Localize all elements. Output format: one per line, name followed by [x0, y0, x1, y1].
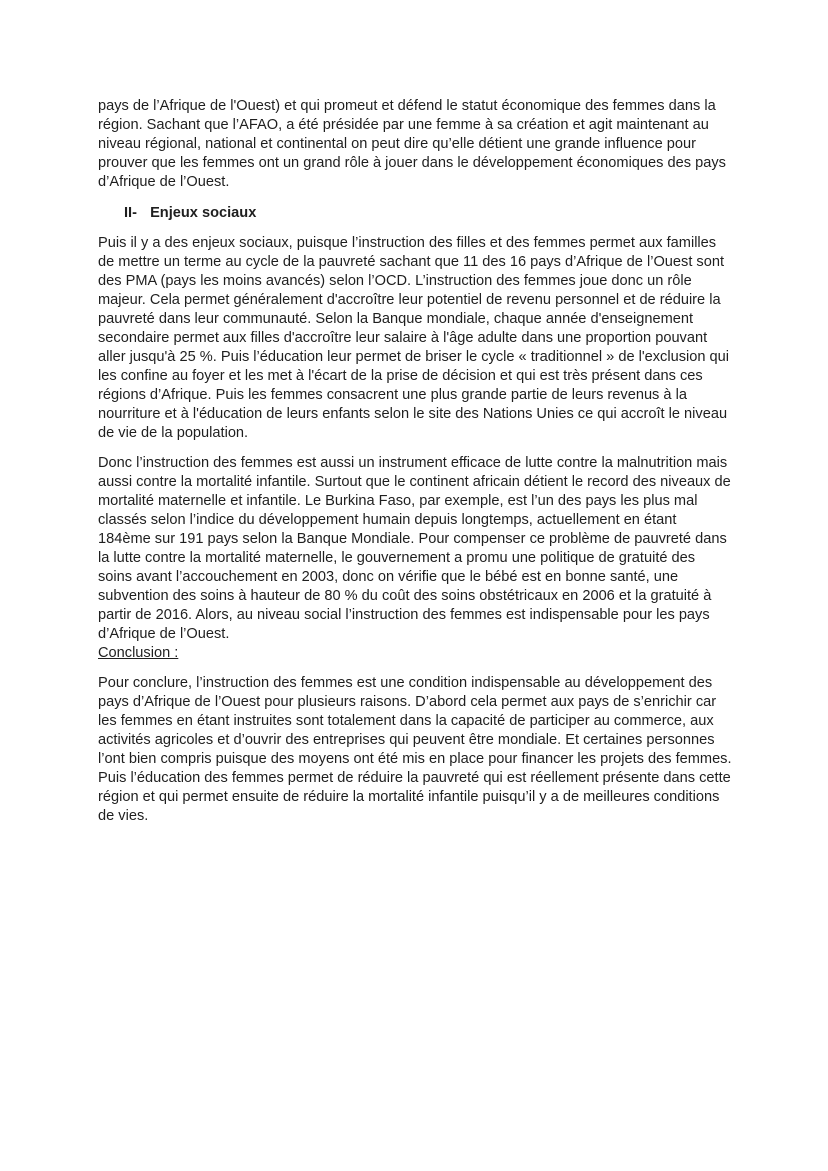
section-paragraph-1: Puis il y a des enjeux sociaux, puisque l’instruction des filles et des femmes permet aux familles de mettre un terme au cycle de la pauvreté sachant que 11 des 16 pays d’Afrique de l’Ouest sont des PMA (pays les moins avancés) selon l’OCD. L’instruction des femmes joue donc un rôle majeur. Cela permet généralement d'accroître leur potentiel de revenu personnel et de réduire la pauvreté dans leur communauté. Selon la Banque mondiale, chaque année d'enseignement secondaire permet aux filles d'accroître leur salaire à l'âge adulte dans une proportion pouvant aller jusqu'à 25 %. Puis l’éducation leur permet de briser le cycle « traditionnel » de l'exclusion qui les confine au foyer et les met à l'écart de la prise de décision et qui est très présent dans ces régions d’Afrique. Puis les femmes consacrent une plus grande partie de leurs revenus à la nourriture et à l'éducation de leurs enfants selon le site des Nations Unies ce qui accroît le niveau de vie de la population.	[98, 235, 730, 441]
section-number: II-	[124, 205, 137, 221]
conclusion-title: Conclusion :	[98, 645, 179, 661]
intro-paragraph: pays de l’Afrique de l'Ouest) et qui promeut et défend le statut économique des femmes dans la région. Sachant que l’AFAO, a été présidée par une femme à sa création et agit maintenant au niveau régional, national et continental on peut dire qu’elle détient une grande influence pour prouver que les femmes ont un grand rôle à jouer dans le développement économiques des pays d’Afrique de l’Ouest.	[98, 98, 726, 190]
document-body	[98, 97, 732, 826]
section-heading	[124, 204, 732, 223]
section-title: Enjeux sociaux	[150, 205, 257, 221]
conclusion-paragraph: Pour conclure, l’instruction des femmes est une condition indispensable au développement des pays d’Afrique de l’Ouest pour plusieurs raisons. D’abord cela permet aux pays de s’enrichir car les femmes en étant instruites sont totalement dans la capacité de participer au commerce, aux activités agricoles et d’ouvrir des entreprises qui peuvent être mondiale. Et certaines personnes l’ont bien compris puisque des moyens ont été mis en place pour financer les projets des femmes. Puis l’éducation des femmes permet de réduire la pauvreté qui est réellement présente dans cette région et qui permet ensuite de réduire la mortalité infantile puisqu’il y a de meilleures conditions de vies.	[98, 675, 732, 824]
section-paragraph-2: Donc l’instruction des femmes est aussi un instrument efficace de lutte contre la malnutrition mais aussi contre la mortalité infantile. Surtout que le continent africain détient le record des niveaux de mortalité maternelle et infantile. Le Burkina Faso, par exemple, est l’un des pays les plus mal classés selon l’indice du développement humain depuis longtemps, actuellement en étant 184ème sur 191 pays selon la Banque Mondiale. Pour compenser ce problème de pauvreté dans la lutte contre la mortalité maternelle, le gouvernement a promu une politique de gratuité des soins avant l’accouchement en 2003, donc on vérifie que le bébé est en bonne santé, une subvention des soins à hauteur de 80 % du coût des soins obstétricaux en 2006 et la gratuité à partir de 2016. Alors, au niveau social l’instruction des femmes est indispensable pour les pays d’Afrique de l’Ouest.	[98, 455, 731, 642]
